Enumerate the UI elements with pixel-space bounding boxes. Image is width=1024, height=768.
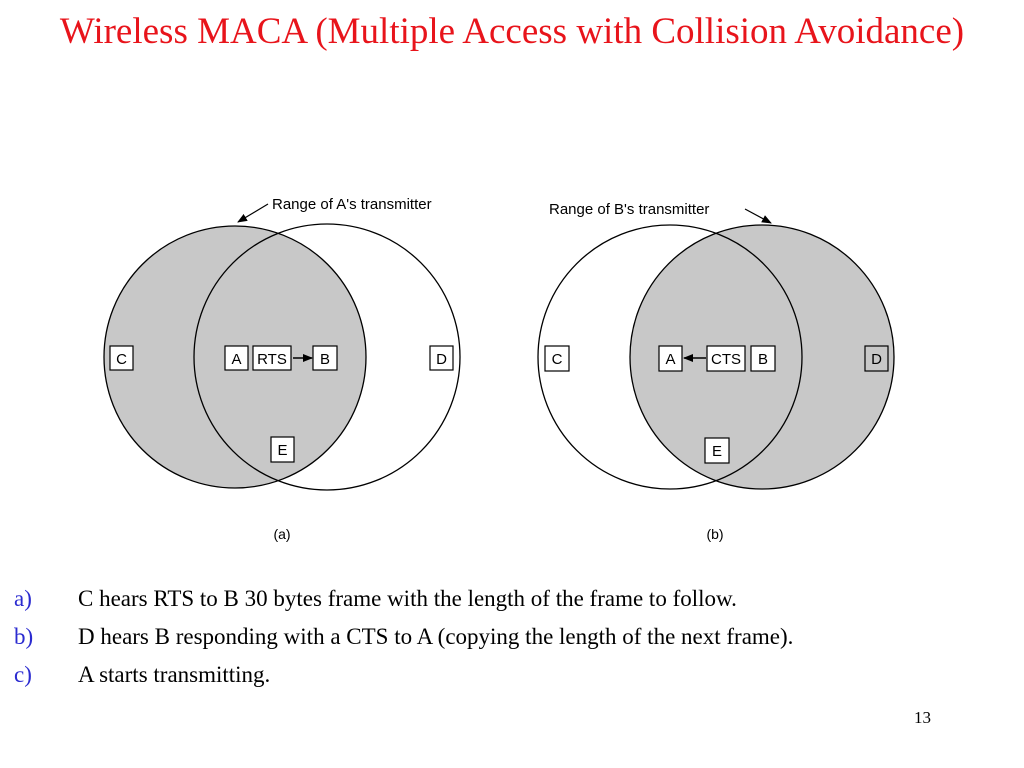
- list-marker: c): [14, 662, 32, 687]
- caption-b: (b): [706, 526, 724, 542]
- node-d: [430, 346, 453, 370]
- svg-text:C: C: [116, 351, 127, 368]
- slide-title: Wireless MACA (Multiple Access with Collision Avoidance): [59, 11, 965, 52]
- panel-a: [104, 196, 460, 542]
- rts-message: [253, 346, 291, 370]
- node-b: [751, 346, 775, 371]
- list-marker: b): [14, 624, 34, 649]
- list-text: A starts transmitting.: [78, 662, 271, 687]
- svg-text:RTS: RTS: [257, 351, 287, 368]
- list-item: [14, 586, 793, 624]
- svg-text:E: E: [277, 442, 288, 459]
- list-item: [14, 624, 793, 662]
- node-e: [705, 438, 729, 463]
- range-label-a: Range of A's transmitter: [272, 196, 432, 213]
- node-c: [110, 346, 133, 370]
- cts-message: [707, 346, 745, 371]
- node-e: [271, 437, 294, 462]
- list-text: C hears RTS to B 30 bytes frame with the length of the frame to follow.: [78, 586, 737, 611]
- svg-text:E: E: [711, 443, 723, 460]
- panel-b: [538, 201, 894, 542]
- list-text: D hears B responding with a CTS to A (copying the length of the next frame).: [78, 624, 794, 649]
- svg-text:CTS: CTS: [711, 351, 741, 368]
- node-c: [545, 346, 569, 371]
- range-pointer-a: [238, 204, 268, 222]
- range-label-b: Range of B's transmitter: [549, 201, 710, 218]
- svg-text:D: D: [871, 351, 882, 368]
- range-pointer-b: [745, 209, 771, 223]
- page-number: 13: [914, 708, 931, 727]
- explanation-list: [14, 586, 793, 700]
- node-a: [659, 346, 682, 371]
- svg-text:A: A: [665, 351, 676, 368]
- svg-text:A: A: [231, 351, 242, 368]
- list-marker: a): [14, 586, 32, 611]
- svg-text:B: B: [757, 351, 769, 368]
- caption-a: (a): [273, 526, 291, 542]
- node-b: [313, 346, 337, 370]
- svg-text:D: D: [436, 351, 447, 368]
- list-item: [14, 662, 793, 700]
- node-a: [225, 346, 248, 370]
- svg-text:C: C: [551, 351, 563, 368]
- node-d: [865, 346, 888, 371]
- svg-text:B: B: [319, 351, 331, 368]
